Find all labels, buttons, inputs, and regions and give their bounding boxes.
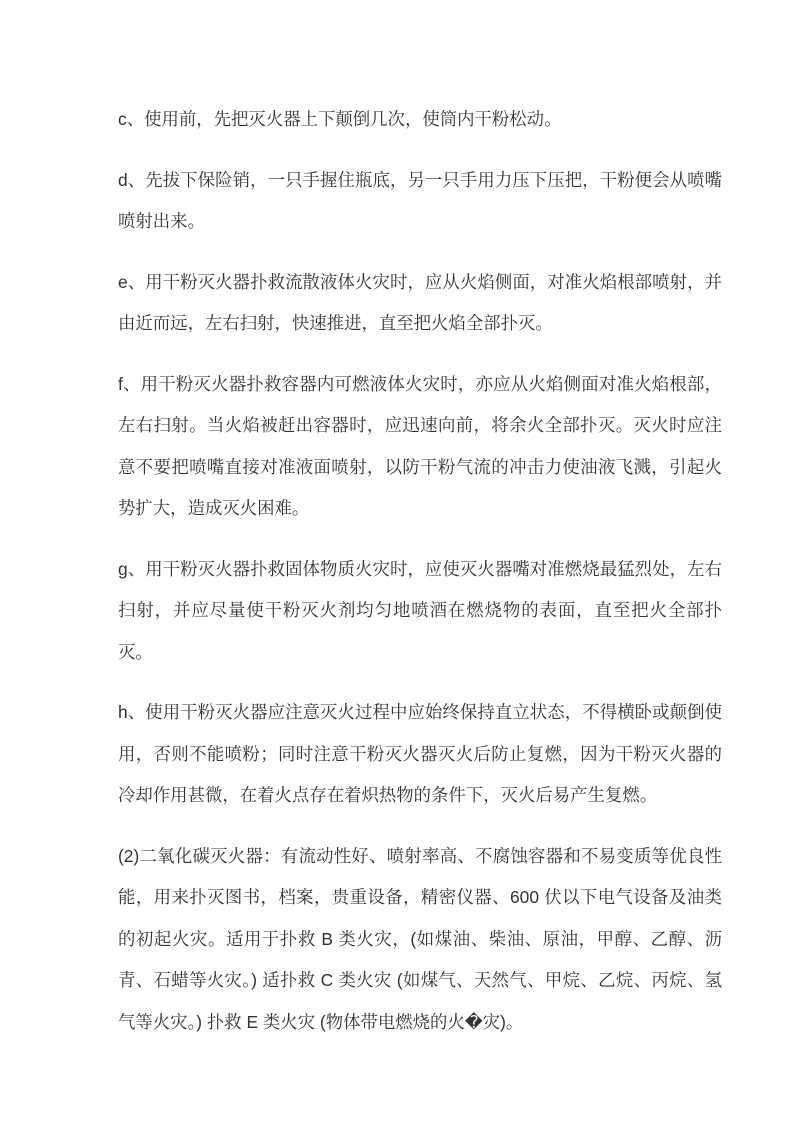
paragraph-f: f、用干粉灭火器扑救容器内可燃液体火灾时，亦应从火焰侧面对准火焰根部，左右扫射。当火焰被赶出容器时，应迅速向前，将余火全部扑灭。灭火时应注意不要把喷嘴直接对准液面喷射，以防干粉气流的冲击力使油液飞溅，引起火势扩大，造成灭火困难。 [118, 373, 722, 518]
document-text-block [118, 99, 722, 1043]
paragraph-e: e、用干粉灭火器扑救流散液体火灾时，应从火焰侧面，对准火焰根部喷射，并由近而远，左右扫射，快速推进，直至把火焰全部扑灭。 [118, 271, 722, 333]
paragraph-d: d、先拔下保险销，一只手握住瓶底，另一只手用力压下压把，干粉便会从喷嘴喷射出来。 [118, 169, 722, 231]
paragraph-2-co2-extinguisher: (2)二氧化碳灭火器：有流动性好、喷射率高、不腐蚀容器和不易变质等优良性能，用来扑灭图书，档案，贵重设备，精密仪器、600 伏以下电气设备及油类的初起火灾。适用于扑救 B 类火灾，(如煤油、柴油、原油，甲醇、乙醇、沥青、石蜡等火灾。) 适扑救 C 类火灾 (如煤气、天然气、甲烷、乙烷、丙烷、氢气等火灾。) 扑救 E 类火灾 (物体带电燃烧的火�灾)。 [118, 845, 722, 1032]
paragraph-g: g、用干粉灭火器扑救固体物质火灾时，应使灭火器嘴对准燃烧最猛烈处，左右扫射，并应尽量使干粉灭火剂均匀地喷酒在燃烧物的表面，直至把火全部扑灭。 [118, 558, 722, 662]
paragraph-c: c、使用前，先把灭火器上下颠倒几次，使筒内干粉松动。 [118, 109, 562, 129]
paragraph-h: h、使用干粉灭火器应注意灭火过程中应始终保持直立状态，不得横卧或颠倒使用，否则不能喷粉；同时注意干粉灭火器灭火后防止复燃，因为干粉灭火器的冷却作用甚微，在着火点存在着炽热物的条件下，灭火后易产生复燃。 [118, 702, 722, 805]
